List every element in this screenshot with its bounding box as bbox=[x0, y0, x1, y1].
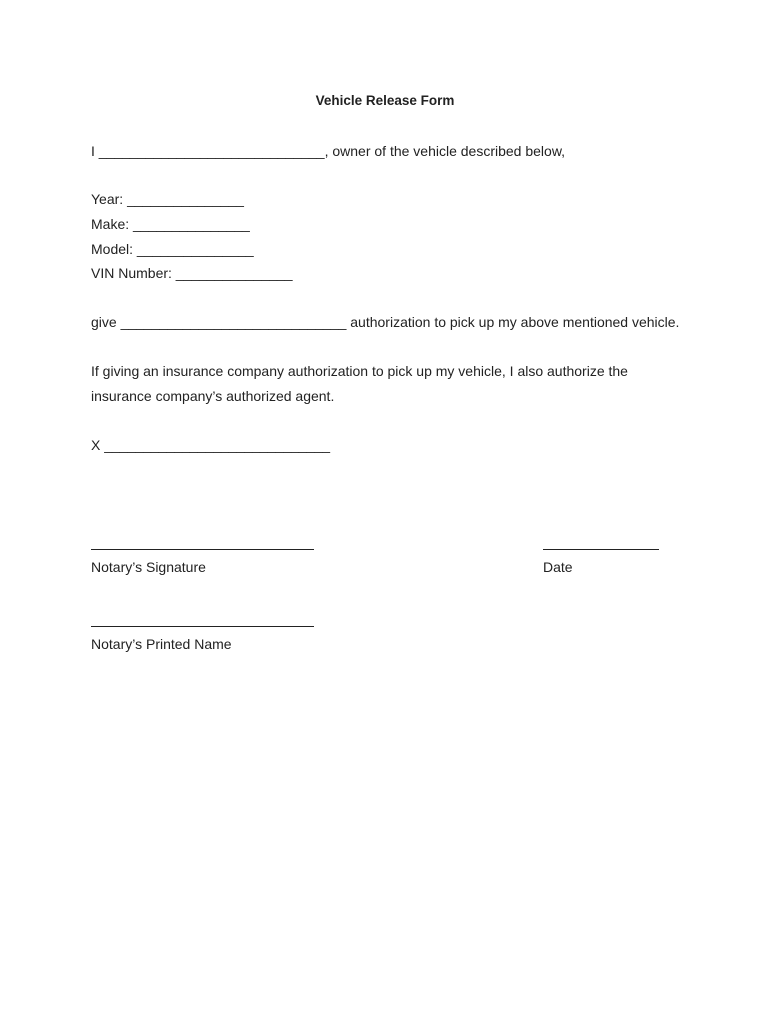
date-label: Date bbox=[543, 559, 573, 575]
make-field: Make: _______________ bbox=[91, 216, 250, 232]
authorization-line: give _____________________________ authorization to pick up my above mentioned vehicle. bbox=[91, 314, 680, 330]
date-rule bbox=[543, 549, 659, 550]
insurance-paragraph-line-1: If giving an insurance company authorization to pick up my vehicle, I also authorize the bbox=[91, 363, 628, 379]
owner-line: I _____________________________, owner of the vehicle described below, bbox=[91, 143, 566, 159]
year-field: Year: _______________ bbox=[91, 191, 244, 207]
model-field: Model: _______________ bbox=[91, 241, 254, 257]
page-title: Vehicle Release Form bbox=[315, 93, 455, 108]
notary-signature-label: Notary’s Signature bbox=[91, 559, 206, 575]
notary-signature-rule bbox=[91, 549, 314, 550]
notary-printed-name-rule bbox=[91, 626, 314, 627]
insurance-paragraph-line-2: insurance company’s authorized agent. bbox=[91, 388, 335, 404]
owner-signature-line: X _____________________________ bbox=[91, 437, 331, 453]
notary-printed-name-label: Notary’s Printed Name bbox=[91, 636, 232, 652]
vin-field: VIN Number: _______________ bbox=[91, 265, 293, 281]
